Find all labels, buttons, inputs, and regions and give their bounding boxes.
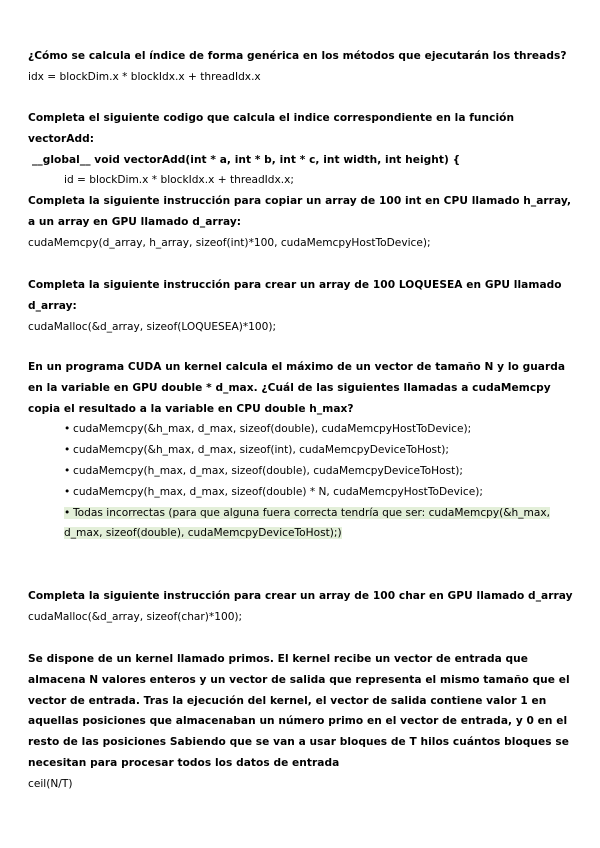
option-4: • cudaMemcpy(h_max, d_max, sizeof(double) * N, cudaMemcpyHostToDevice); <box>64 482 578 503</box>
question-5: En un programa CUDA un kernel calcula el máximo de un vector de tamaño N y lo guarda en la variable en GPU double * d_max. ¿Cuál de las siguientes llamadas a cudaMemcpy copia el resultado a la variable en CPU double h_max? <box>28 361 566 415</box>
question-6: Completa la siguiente instrucción para crear un array de 100 char en GPU llamado d_array <box>28 590 573 602</box>
code-line-1: __global__ void vectorAdd(int * a, int * b, int * c, int width, int height) { <box>32 153 461 166</box>
answer-7: ceil(N/T) <box>28 777 73 790</box>
code-line-2: id = blockDim.x * blockIdx.x + threadIdx.x; <box>64 174 295 187</box>
section-2 <box>28 108 578 191</box>
bullet-icon: • <box>64 464 71 477</box>
question-1: ¿Cómo se calcula el índice de forma genérica en los métodos que ejecutarán los threads? <box>28 50 567 62</box>
question-3: Completa la siguiente instrucción para copiar un array de 100 int en CPU llamado h_array, a un array en GPU llamado d_array: <box>28 195 572 228</box>
answer-1: idx = blockDim.x * blockIdx.x + threadIdx.x <box>28 70 261 83</box>
answer-3: cudaMemcpy(d_array, h_array, sizeof(int)*100, cudaMemcpyHostToDevice); <box>28 236 431 249</box>
question-4: Completa la siguiente instrucción para crear un array de 100 LOQUESEA en GPU llamado d_array: <box>28 279 562 312</box>
question-7: Se dispone de un kernel llamado primos. El kernel recibe un vector de entrada que almacena N valores enteros y un vector de salida que representa el mismo tamaño que el vector de entrada. Tras la ejecución del kernel, el vector de salida contiene valor 1 en aquellas posiciones que almacenaban un número primo en el vector de entrada, y 0 en el resto de las posiciones Sabiendo que se van a usar bloques de T hilos cuántos bloques se necesitan para procesar todos los datos de entrada <box>28 653 570 769</box>
section-4 <box>28 275 578 337</box>
section-1 <box>28 46 578 88</box>
section-7 <box>28 649 578 795</box>
bullet-icon: • <box>64 485 71 498</box>
question-2: Completa el siguiente codigo que calcula el indice correspondiente en la función vectorAdd: <box>28 112 515 145</box>
bullet-icon: • <box>64 506 71 519</box>
option-correct: • Todas incorrectas (para que alguna fuera correcta tendría que ser: cudaMemcpy(&h_max, d_max, sizeof(double), cudaMemcpyDeviceToHost);) <box>64 503 578 545</box>
option-1: • cudaMemcpy(&h_max, d_max, sizeof(double), cudaMemcpyHostToDevice); <box>64 419 578 440</box>
bullet-icon: • <box>64 423 71 436</box>
option-2: • cudaMemcpy(&h_max, d_max, sizeof(int), cudaMemcpyDeviceToHost); <box>64 440 578 461</box>
section-5 <box>28 357 578 544</box>
answer-6: cudaMalloc(&d_array, sizeof(char)*100); <box>28 610 243 623</box>
answer-4: cudaMalloc(&d_array, sizeof(LOQUESEA)*100); <box>28 320 277 333</box>
option-3: • cudaMemcpy(h_max, d_max, sizeof(double), cudaMemcpyDeviceToHost); <box>64 461 578 482</box>
section-3 <box>28 191 578 253</box>
bullet-icon: • <box>64 444 71 457</box>
options-list <box>28 419 578 544</box>
section-6 <box>28 586 578 628</box>
